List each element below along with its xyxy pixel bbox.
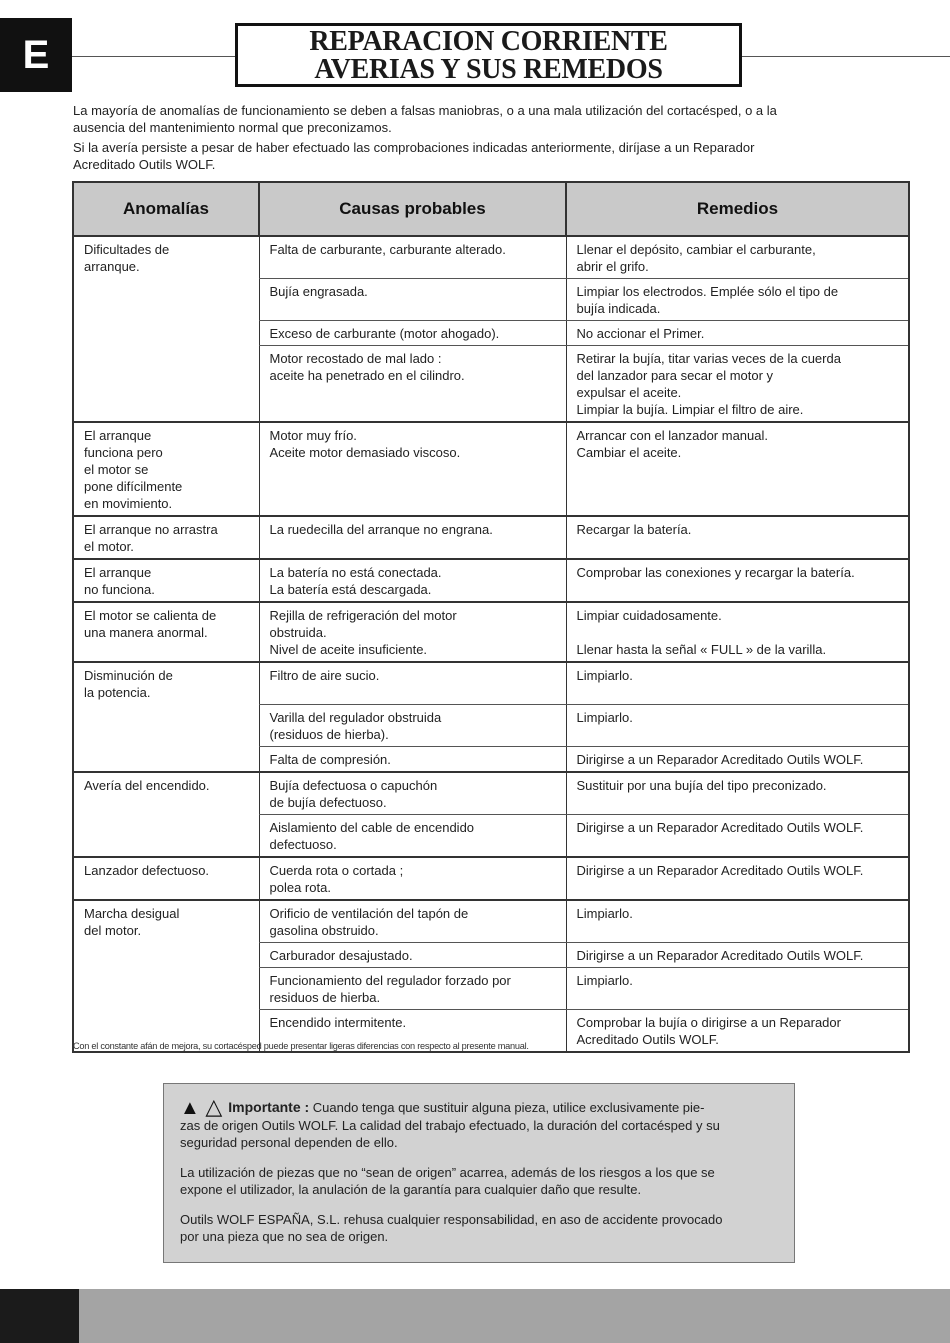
warning-solid-icon: ▲ — [180, 1097, 200, 1119]
remedy-line: Recargar la batería. — [576, 522, 692, 537]
remedy-line: Llenar el depósito, cambiar el carburante, — [576, 242, 816, 257]
anomaly-line: Marcha desigual — [84, 906, 180, 921]
remedy-line: expulsar el aceite. — [576, 385, 682, 400]
anomaly-line: El arranque no arrastra — [84, 522, 218, 537]
cause-line: aceite ha penetrado en el cilindro. — [269, 368, 465, 383]
important-text: seguridad personal dependen de ello. — [180, 1135, 398, 1150]
cause-line: La ruedecilla del arranque no engrana. — [269, 522, 493, 537]
remedy-line: Limpiarlo. — [576, 973, 633, 988]
table-row — [73, 602, 909, 662]
important-label: Importante : — [228, 1099, 310, 1115]
remedy-cell — [566, 346, 909, 423]
remedy-line: Limpiarlo. — [576, 906, 633, 921]
remedy-line: Comprobar las conexiones y recargar la batería. — [576, 565, 855, 580]
header-causas: Causas probables — [259, 182, 566, 236]
cause-line: Motor recostado de mal lado : — [269, 351, 442, 366]
remedy-cell — [566, 559, 909, 602]
table-row — [73, 422, 909, 516]
cause-line: Orificio de ventilación del tapón de — [269, 906, 469, 921]
cause-line: Motor muy frío. — [269, 428, 357, 443]
anomaly-line: el motor. — [84, 539, 134, 554]
remedy-line: Dirigirse a un Reparador Acreditado Outils WOLF. — [576, 948, 864, 963]
page-title-line2: AVERIAS Y SUS REMEDOS — [314, 54, 663, 85]
remedy-line: abrir el grifo. — [576, 259, 649, 274]
remedy-cell — [566, 422, 909, 516]
intro-paragraph-2 — [73, 139, 863, 173]
cause-cell — [259, 321, 566, 346]
remedy-cell — [566, 772, 909, 815]
remedy-line: Comprobar la bujía o dirigirse a un Reparador — [576, 1015, 841, 1030]
remedy-line: Dirigirse a un Reparador Acreditado Outils WOLF. — [576, 820, 864, 835]
cause-line: Cuerda rota o cortada ; — [269, 863, 404, 878]
remedy-cell — [566, 279, 909, 321]
cause-line: La batería está descargada. — [269, 582, 432, 597]
anomaly-line: Avería del encendido. — [84, 778, 210, 793]
cause-cell — [259, 662, 566, 705]
cause-line: Exceso de carburante (motor ahogado). — [269, 326, 500, 341]
cause-cell — [259, 422, 566, 516]
cause-cell — [259, 772, 566, 815]
important-text: expone el utilizador, la anulación de la garantía para cualquier daño que resulte. — [180, 1182, 642, 1197]
cause-cell — [259, 346, 566, 423]
table-row — [73, 857, 909, 900]
remedy-cell — [566, 747, 909, 773]
cause-line: Rejilla de refrigeración del motor — [269, 608, 457, 623]
cause-cell — [259, 900, 566, 943]
anomaly-cell — [73, 602, 259, 662]
anomaly-line: El arranque — [84, 428, 152, 443]
remedy-cell — [566, 943, 909, 968]
footer-page-block — [0, 1289, 79, 1343]
improvement-note: Con el constante afán de mejora, su cortacésped puede presentar ligeras diferencias con respecto al presente manual. — [73, 1041, 529, 1051]
remedy-cell — [566, 968, 909, 1010]
page-title-line1: REPARACION CORRIENTE — [309, 26, 668, 57]
cause-cell — [259, 279, 566, 321]
important-text: por una pieza que no sea de origen. — [180, 1229, 389, 1244]
cause-line: polea rota. — [269, 880, 331, 895]
cause-line: Varilla del regulador obstruida — [269, 710, 442, 725]
important-paragraph-2 — [180, 1164, 778, 1198]
table-row — [73, 236, 909, 279]
remedy-line: Cambiar el aceite. — [576, 445, 682, 460]
remedy-line: Sustituir por una bujía del tipo preconizado. — [576, 778, 827, 793]
cause-line: La batería no está conectada. — [269, 565, 442, 580]
anomaly-cell — [73, 857, 259, 900]
anomaly-line: el motor se — [84, 462, 149, 477]
footer-bar — [79, 1289, 950, 1343]
cause-line — [270, 684, 560, 701]
important-notice-box — [163, 1083, 795, 1263]
remedy-line: Limpiarlo. — [576, 710, 633, 725]
remedy-cell — [566, 1010, 909, 1053]
important-text: La utilización de piezas que no “sean de origen” acarrea, además de los riesgos a los que se — [180, 1165, 715, 1180]
header-anomalias: Anomalías — [73, 182, 259, 236]
warning-outline-icon: △ — [205, 1094, 223, 1119]
cause-cell — [259, 236, 566, 279]
cause-cell — [259, 857, 566, 900]
table-row — [73, 516, 909, 559]
table-row — [73, 900, 909, 943]
troubleshooting-table — [72, 181, 910, 1053]
remedy-line: Retirar la bujía, titar varias veces de la cuerda — [576, 351, 841, 366]
remedy-line: Limpiarlo. — [576, 668, 633, 683]
remedy-line: del lanzador para secar el motor y — [576, 368, 774, 383]
remedy-line: Limpiar cuidadosamente. — [576, 608, 722, 623]
cause-cell — [259, 602, 566, 662]
cause-line: de bujía defectuoso. — [269, 795, 387, 810]
remedy-line — [577, 624, 903, 641]
intro-line: ausencia del mantenimiento normal que preconizamos. — [73, 120, 392, 135]
cause-line: Falta de compresión. — [269, 752, 391, 767]
remedy-cell — [566, 857, 909, 900]
remedy-line: Llenar hasta la señal « FULL » de la varilla. — [576, 642, 827, 657]
remedy-cell — [566, 236, 909, 279]
cause-line: gasolina obstruido. — [269, 923, 379, 938]
cause-cell — [259, 943, 566, 968]
cause-line: obstruida. — [269, 625, 327, 640]
cause-cell — [259, 559, 566, 602]
remedy-cell — [566, 321, 909, 346]
remedy-line: Acreditado Outils WOLF. — [576, 1032, 719, 1047]
remedy-line: Dirigirse a un Reparador Acreditado Outils WOLF. — [576, 863, 864, 878]
important-text: Cuando tenga que sustituir alguna pieza, utilice exclusivamente pie- — [309, 1100, 705, 1115]
remedy-cell — [566, 662, 909, 705]
header-remedios: Remedios — [566, 182, 909, 236]
anomaly-cell — [73, 516, 259, 559]
important-text: zas de origen Outils WOLF. La calidad del trabajo efectuado, la duración del cortacésped y su — [180, 1118, 720, 1133]
remedy-line: Limpiar los electrodos. Emplée sólo el tipo de — [576, 284, 839, 299]
cause-line: Falta de carburante, carburante alterado. — [269, 242, 506, 257]
remedy-line: Limpiar la bujía. Limpiar el filtro de aire. — [576, 402, 804, 417]
intro-paragraph-1 — [73, 102, 863, 136]
anomaly-line: El motor se calienta de — [84, 608, 217, 623]
warning-icons — [180, 1094, 223, 1119]
remedy-line: bujía indicada. — [576, 301, 661, 316]
table-row — [73, 662, 909, 705]
table-body — [73, 236, 909, 1052]
anomaly-line: en movimiento. — [84, 496, 173, 511]
anomaly-line: no funciona. — [84, 582, 155, 597]
remedy-line: Dirigirse a un Reparador Acreditado Outils WOLF. — [576, 752, 864, 767]
remedy-line: Arrancar con el lanzador manual. — [576, 428, 768, 443]
cause-line: Aceite motor demasiado viscoso. — [269, 445, 461, 460]
cause-line: Carburador desajustado. — [269, 948, 413, 963]
cause-line: Funcionamiento del regulador forzado por — [269, 973, 511, 988]
intro-line: Acreditado Outils WOLF. — [73, 157, 216, 172]
important-paragraph-3 — [180, 1211, 778, 1245]
anomaly-cell — [73, 772, 259, 857]
anomaly-line: Dificultades de — [84, 242, 170, 257]
anomaly-cell — [73, 236, 259, 422]
cause-cell — [259, 705, 566, 747]
anomaly-line: la potencia. — [84, 685, 151, 700]
cause-line: (residuos de hierba). — [269, 727, 389, 742]
cause-line: Bujía defectuosa o capuchón — [269, 778, 438, 793]
anomaly-line: Lanzador defectuoso. — [84, 863, 210, 878]
anomaly-line: pone difícilmente — [84, 479, 183, 494]
anomaly-line: funciona pero — [84, 445, 163, 460]
intro-line: Si la avería persiste a pesar de haber efectuado las comprobaciones indicadas anteriormente, diríjase a un Reparador — [73, 140, 755, 155]
anomaly-line: una manera anormal. — [84, 625, 208, 640]
anomaly-line: del motor. — [84, 923, 142, 938]
remedy-cell — [566, 815, 909, 858]
remedy-cell — [566, 900, 909, 943]
table-row — [73, 772, 909, 815]
header-rule-left — [72, 56, 235, 57]
language-tab: E — [0, 18, 72, 92]
cause-line: Encendido intermitente. — [269, 1015, 407, 1030]
cause-cell — [259, 747, 566, 773]
cause-line: Aislamiento del cable de encendido — [269, 820, 475, 835]
cause-line: Bujía engrasada. — [269, 284, 368, 299]
anomaly-cell — [73, 900, 259, 1052]
header-rule-right — [742, 56, 950, 57]
intro-line: La mayoría de anomalías de funcionamiento se deben a falsas maniobras, o a una mala utilización del cortacésped, o a la — [73, 103, 777, 118]
remedy-cell — [566, 602, 909, 662]
remedy-cell — [566, 705, 909, 747]
cause-cell — [259, 815, 566, 858]
remedy-line: No accionar el Primer. — [576, 326, 705, 341]
anomaly-line: Disminución de — [84, 668, 173, 683]
anomaly-line: arranque. — [84, 259, 140, 274]
table-header-row — [73, 182, 909, 236]
important-text: Outils WOLF ESPAÑA, S.L. rehusa cualquier responsabilidad, en aso de accidente provocado — [180, 1212, 723, 1227]
cause-cell — [259, 516, 566, 559]
cause-line: Nivel de aceite insuficiente. — [269, 642, 428, 657]
important-paragraph-1 — [180, 1094, 778, 1151]
remedy-cell — [566, 516, 909, 559]
page-title — [235, 23, 742, 87]
cause-line: Filtro de aire sucio. — [269, 668, 380, 683]
table-row — [73, 559, 909, 602]
anomaly-cell — [73, 662, 259, 772]
anomaly-line: El arranque — [84, 565, 152, 580]
anomaly-cell — [73, 422, 259, 516]
anomaly-cell — [73, 559, 259, 602]
cause-cell — [259, 968, 566, 1010]
cause-line: residuos de hierba. — [269, 990, 381, 1005]
cause-line: defectuoso. — [269, 837, 337, 852]
